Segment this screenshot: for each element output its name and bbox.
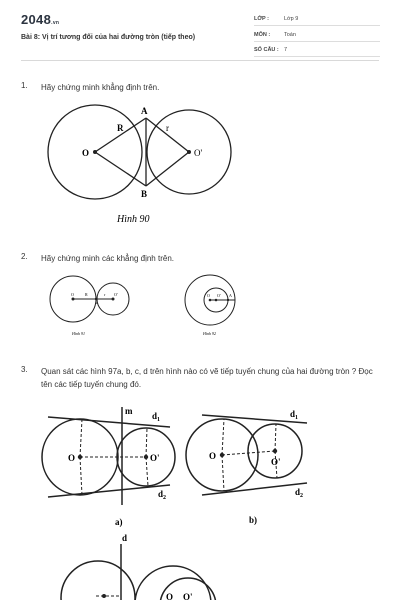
- figure-91: [42, 276, 142, 342]
- label-o: O: [71, 292, 74, 297]
- label-o-prime: O': [150, 453, 160, 463]
- meta-class: [254, 13, 380, 26]
- radius-line: [80, 457, 82, 495]
- subfigure-label-b: b): [249, 515, 258, 525]
- logo-sub: .vn: [51, 20, 60, 26]
- meta-label: MÔN :: [254, 32, 271, 38]
- label-a: A: [95, 301, 98, 305]
- point-o: [78, 455, 82, 459]
- label-o-prime: O': [217, 293, 221, 298]
- meta-subject: [254, 29, 380, 42]
- label-a: A: [229, 293, 232, 298]
- segment-o2b: [146, 152, 189, 186]
- point-a: [95, 298, 97, 300]
- label-r-small: r: [104, 292, 106, 297]
- question-number: 1.: [21, 81, 28, 90]
- label-d1: $d_1$: [152, 411, 161, 423]
- site-logo[interactable]: [21, 12, 59, 27]
- header-divider: [21, 60, 379, 61]
- label-m: m: [125, 406, 133, 416]
- point-o: [220, 453, 224, 457]
- point-o: [102, 594, 106, 598]
- label-o: O: [82, 148, 90, 158]
- radius-line: [222, 419, 224, 455]
- page-header: [0, 0, 400, 62]
- label-d2: $d_2$: [295, 487, 304, 499]
- point-o-prime: [215, 299, 218, 302]
- question-number: 3.: [21, 365, 28, 374]
- meta-label: LỚP :: [254, 16, 269, 22]
- label-d1: $d_1$: [290, 409, 299, 421]
- label-o: O: [209, 451, 217, 461]
- label-r-small: r: [166, 123, 169, 133]
- tangent-d2: [202, 483, 307, 495]
- point-o: [72, 298, 75, 301]
- question-text: Hãy chứng minh khẳng định trên.: [41, 83, 160, 92]
- point-o-prime: [112, 298, 115, 301]
- label-r-big: R: [85, 292, 88, 297]
- point-o: [93, 150, 97, 154]
- label-b: B: [141, 189, 148, 199]
- figure-97-bottom: [38, 530, 228, 600]
- question-text: Hãy chứng minh các khẳng định trên.: [41, 254, 174, 263]
- radius-line: [146, 428, 147, 457]
- meta-value: Lớp 9: [284, 16, 299, 22]
- figure-92: [178, 276, 258, 342]
- label-o: O: [68, 453, 76, 463]
- label-d2: $d_2$: [158, 489, 167, 501]
- figure-97b: [182, 405, 312, 530]
- figure-caption: Hình 92: [203, 331, 216, 336]
- radius-line: [222, 455, 224, 491]
- label-o-prime: O': [194, 148, 203, 158]
- point-o-prime: [273, 449, 277, 453]
- figure-97a: [40, 405, 180, 530]
- label-d: d: [122, 533, 128, 543]
- meta-value: 7: [284, 47, 288, 53]
- meta-count: [254, 44, 380, 57]
- figure-caption: Hình 91: [72, 331, 85, 336]
- meta-label: SỐ CÂU :: [254, 47, 279, 53]
- point-o-prime: [187, 150, 191, 154]
- label-o: O: [166, 592, 174, 600]
- question-number: 2.: [21, 252, 28, 261]
- label-r-big: R: [117, 123, 124, 133]
- subfigure-label-a: a): [115, 517, 123, 527]
- label-o-prime: O': [114, 292, 118, 297]
- point-a: [227, 299, 229, 301]
- meta-value: Toán: [284, 32, 296, 38]
- radius-line: [80, 419, 82, 457]
- question-text: Quan sát các hình 97a, b, c, d trên hình nào có vẽ tiếp tuyến chung của hai đường tròn ? Đọc tên các tiếp tuyến chung đó.: [41, 367, 373, 389]
- label-o: O: [207, 293, 210, 298]
- circle-o: [61, 561, 135, 600]
- lesson-title: Bài 8: Vị trí tương đối của hai đường tròn (tiếp theo): [21, 34, 196, 41]
- point-o: [209, 299, 212, 302]
- tangent-d2: [48, 485, 170, 497]
- figure-caption: Hình 90: [117, 214, 150, 225]
- label-o-prime: O': [183, 592, 193, 600]
- label-o-prime: O': [271, 457, 281, 467]
- label-a: A: [141, 106, 148, 116]
- radius-line: [146, 457, 148, 486]
- logo-main: 2048: [21, 12, 52, 27]
- radius-line: [275, 424, 276, 451]
- point-o-prime: [144, 455, 148, 459]
- figure-90: [44, 100, 234, 230]
